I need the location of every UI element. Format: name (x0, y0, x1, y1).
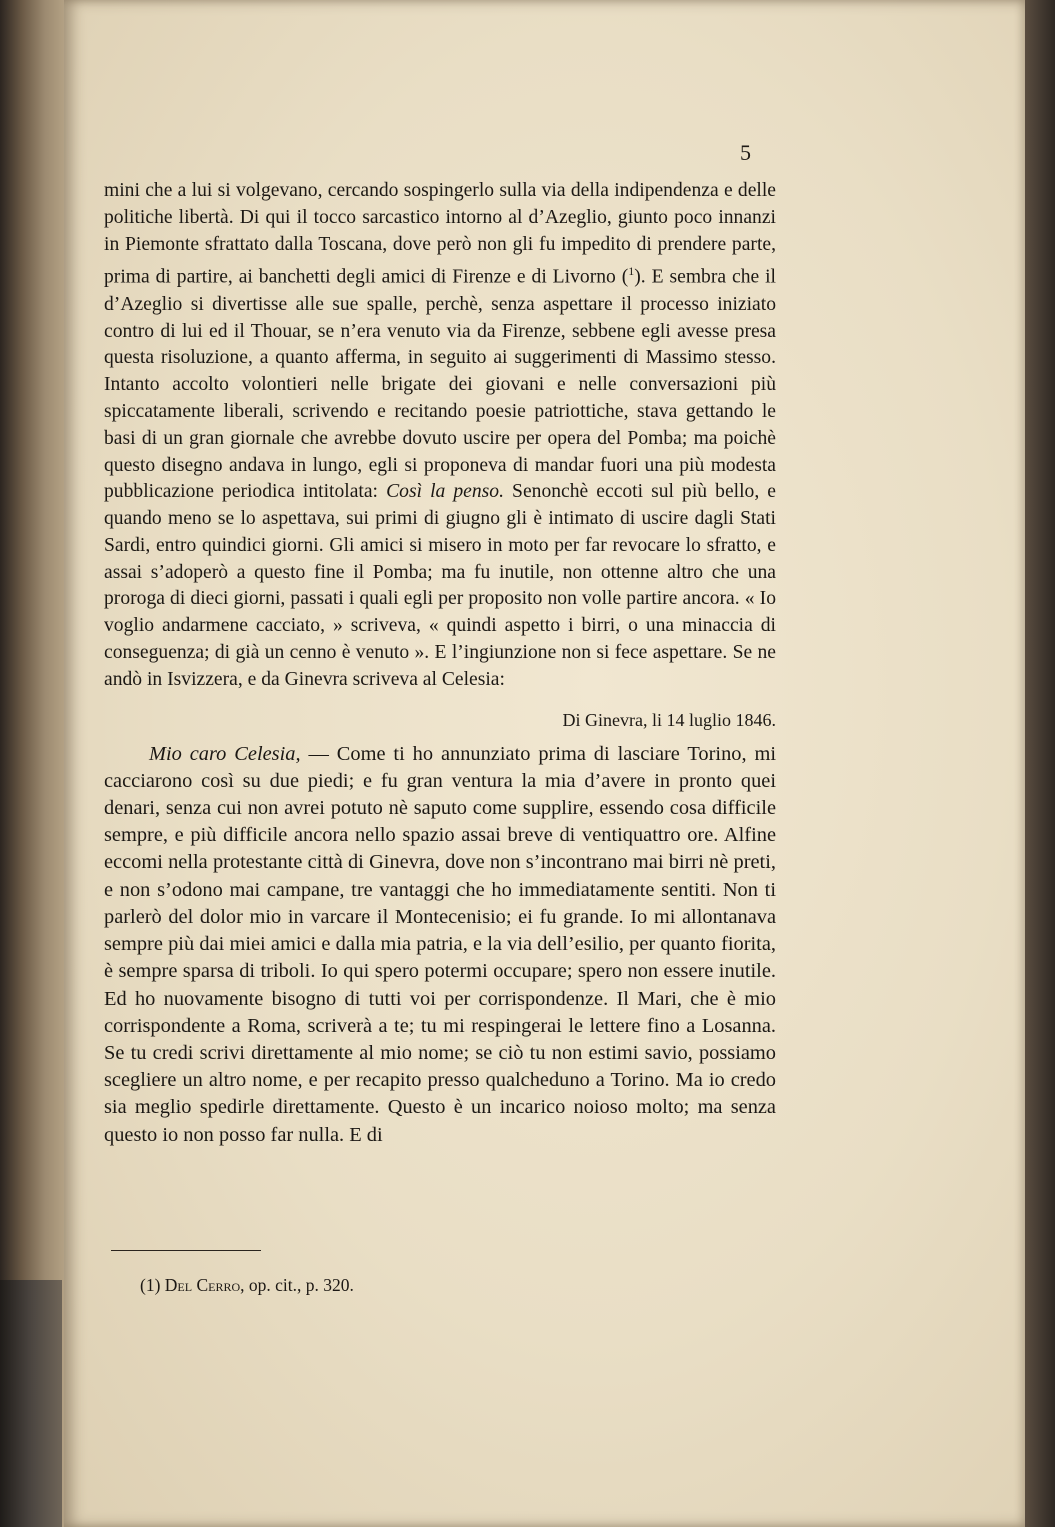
text-segment: Senonchè eccoti sul più bello, e quando meno se lo aspettava, sui primi di giugno gli è intimato di uscire dagli Stati Sardi, entro quindici giorni. Gli amici si misero in moto per far revocare lo sfratto, e assai s’adoperò a questo fine il Pomba; ma fu inutile, non ottenne altro che una proroga di dieci giorni, passati i quali egli per proposito non volle partire ancora. « Io voglio andarmene cacciato, » scriveva, « quindi aspetto i birri, o una minaccia di conseguenza; di già un cenno è venuto ». E l’ingiunzione non si fece aspettare. Se ne andò in Isvizzera, e da Ginevra scriveva al Celesia: (104, 481, 776, 690)
paragraph-narrative (104, 178, 776, 694)
footnote-marker: (1) (140, 1275, 165, 1295)
publication-title: Così la penso. (386, 481, 504, 503)
footnote-reference: 1 (628, 264, 635, 279)
page-right-edge (1025, 0, 1055, 1527)
text-segment: mini che a lui si volgevano, cercando sospingerlo sulla via della indipendenza e delle politiche libertà. Di qui il tocco sarcastico intorno al d’Azeglio, giunto poco innanzi in Piemonte sfrattato dalla Toscana, dove però non gli fu impedito di prendere parte, prima di partire, ai banchetti degli amici di Firenze e di Livorno ( (104, 180, 776, 288)
paragraph-letter (104, 741, 776, 1149)
letter-salutation: Mio caro Celesia, (149, 742, 301, 765)
footnote-divider (111, 1250, 261, 1251)
text-segment: ). E sembra che il d’Azeglio si divertisse alle sue spalle, perchè, senza aspettare il processo iniziato contro di lui ed il Thouar, se n’era venuto via da Firenze, sebbene egli avesse presa questa risoluzione, a quanto afferma, in seguito ai suggerimenti di Massimo stesso. Intanto accolto volontieri nelle brigate dei giovani e nelle conversazioni più spiccatamente liberali, scrivendo e recitando poesie patriottiche, stava gettando le basi di un gran giornale che avrebbe dovuto uscire per opera del Pomba; ma poichè questo disegno andava in lungo, egli si proponeva di mandar fuori una più modesta pubblicazione periodica intitolata: (104, 266, 776, 503)
page-number: 5 (740, 140, 751, 165)
letter-body: — Come ti ho annunziato prima di lasciare Torino, mi cacciarono così su due piedi; e fu gran ventura la mia d’avere in pronto quei denari, senza cui non avrei potuto nè saputo come supplire, essendo cosa difficile sempre, e più difficile ancora nello spazio assai breve di ventiquattro ore. Alfine eccomi nella protestante città di Ginevra, dove non s’incontrano mai birri nè preti, e non s’odono mai campane, tre vantaggi che ho immediatamente sentiti. Non ti parlerò del dolor mio in varcare il Montecenisio; ei fu grande. Io mi allontanava sempre più dai miei amici e dalla mia patria, e la via dell’esilio, per quanto fiorita, è sempre sparsa di triboli. Io qui spero potermi occupare; spero non essere inutile. Ed ho nuovamente bisogno di tutti voi per corrispondenze. Il Mari, che è mio corrispondente a Roma, scriverà a te; tu mi respingerai le lettere fino a Losanna. Se tu credi scrivi direttamente al mio nome; se ciò tu non estimi savio, possiamo scegliere un altro nome, e per recapito presso qualcheduno a Torino. Ma io credo sia meglio spedirle direttamente. Questo è un incarico noioso molto; ma senza questo io non posso far nulla. E di (104, 742, 776, 1146)
footnote-citation: , op. cit., p. 320. (240, 1275, 354, 1295)
footnote-author: Del Cerro (164, 1275, 241, 1295)
letter-dateline: Di Ginevra, li 14 luglio 1846. (562, 709, 776, 730)
body-text (104, 178, 776, 1149)
footnote (140, 1275, 354, 1296)
page-stack-edge (0, 1280, 62, 1527)
